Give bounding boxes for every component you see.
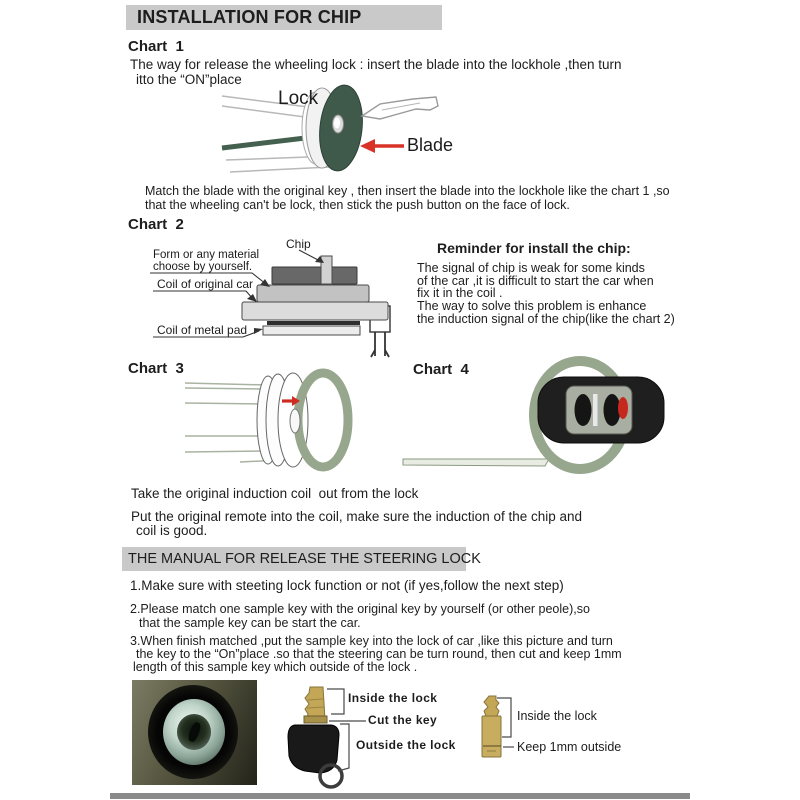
fob-button-lock xyxy=(575,394,592,426)
chip-label: Chip xyxy=(286,237,311,251)
cut-key-label: Cut the key xyxy=(368,713,438,727)
plug-pins xyxy=(371,332,389,357)
pad-dark-strip xyxy=(267,321,360,325)
page-title: INSTALLATION FOR CHIP xyxy=(126,5,442,30)
chart2-figure xyxy=(140,237,395,362)
coil-original-car-label: Coil of original car xyxy=(157,277,254,291)
keep-1mm-label: Keep 1mm outside xyxy=(517,740,622,754)
form-material-block xyxy=(272,267,357,284)
chart4-figure xyxy=(400,356,672,474)
chart2-heading: Chart 2 xyxy=(128,216,184,233)
reminder-line: fix it in the coil . xyxy=(417,286,503,301)
coil-original-car-block xyxy=(257,285,369,302)
chart4-heading: Chart 4 xyxy=(413,361,469,378)
lock-label: Lock xyxy=(278,88,319,109)
step3-line1: 3.When finish matched ,put the sample key into the lock of car ,like this picture and turn xyxy=(130,634,613,648)
key-collar xyxy=(304,716,327,723)
blade-arrow-head xyxy=(360,139,375,153)
step1-text: 1.Make sure with steeting lock function or not (if yes,follow the next step) xyxy=(130,578,564,593)
ignition-lock-photo xyxy=(132,680,257,785)
reminder-line: The signal of chip is weak for some kinds xyxy=(417,261,645,275)
inside-lock-label: Inside the lock xyxy=(348,691,438,705)
form-material-label-line1: Form or any material xyxy=(153,249,260,261)
chip-block xyxy=(321,256,332,284)
chart3-figure xyxy=(185,371,357,471)
coil-metal-pad-block xyxy=(242,302,388,320)
keyhole xyxy=(290,409,300,433)
reminder-line: the induction signal of the chip(like the chart 2) xyxy=(417,311,675,326)
coil-wire xyxy=(403,459,549,466)
chart1-caption-line1: Match the blade with the original key , then insert the blade into the lockhole like the chart 1 ,so xyxy=(145,184,670,198)
manual-banner: THE MANUAL FOR RELEASE THE STEERING LOCK xyxy=(122,547,466,571)
blade-label: Blade xyxy=(407,135,454,155)
reminder-heading: Reminder for install the chip: xyxy=(437,240,631,256)
coil-instruction-line3: coil is good. xyxy=(136,523,208,538)
chart1-heading: Chart 1 xyxy=(128,38,184,55)
cut-key-top xyxy=(484,696,499,716)
step2-line1: 2.Please match one sample key with the original key by yourself (or other peole),so xyxy=(130,602,590,616)
reminder-line: of the car ,it is difficult to start the car when xyxy=(417,273,654,288)
chart1-figure xyxy=(200,85,460,182)
reminder-line: The way to solve this problem is enhance xyxy=(417,299,647,314)
step2-line2: that the sample key can be start the car. xyxy=(139,616,361,630)
chart1-intro-line2: itto the “ON”place xyxy=(136,72,242,87)
lockhole-center xyxy=(334,118,340,129)
blade-outline xyxy=(362,97,438,119)
step3-line2: the key to the “On”place .so that the steering can be turn round, then cut and keep 1mm xyxy=(136,647,622,661)
chart1-caption-line2: that the wheeling can't be lock, then stick the push button on the face of lock. xyxy=(145,198,570,212)
form-material-label-line2: choose by yourself. xyxy=(153,261,253,273)
pad-light-strip xyxy=(263,326,360,335)
page-edge-bar xyxy=(110,793,690,799)
fob-divider xyxy=(593,394,598,426)
coil-metal-pad-label: Coil of metal pad xyxy=(157,323,248,337)
chart1-intro-line1: The way for release the wheeling lock : insert the blade into the lockhole ,then turn xyxy=(130,57,622,72)
fob-button-unlock xyxy=(604,394,621,426)
inside-lock-right-label: Inside the lock xyxy=(517,709,597,723)
chart3-heading: Chart 3 xyxy=(128,360,184,377)
fob-panic-button xyxy=(618,397,628,419)
coil-instruction-line2: Put the original remote into the coil, make sure the induction of the chip and xyxy=(131,509,583,524)
reminder-block xyxy=(417,240,687,326)
step3-line3: length of this sample key which outside of the lock . xyxy=(133,660,418,674)
key-blade xyxy=(305,687,325,720)
outside-lock-label: Outside the lock xyxy=(356,738,456,752)
coil-instruction-line1: Take the original induction coil out from the lock xyxy=(131,486,419,501)
